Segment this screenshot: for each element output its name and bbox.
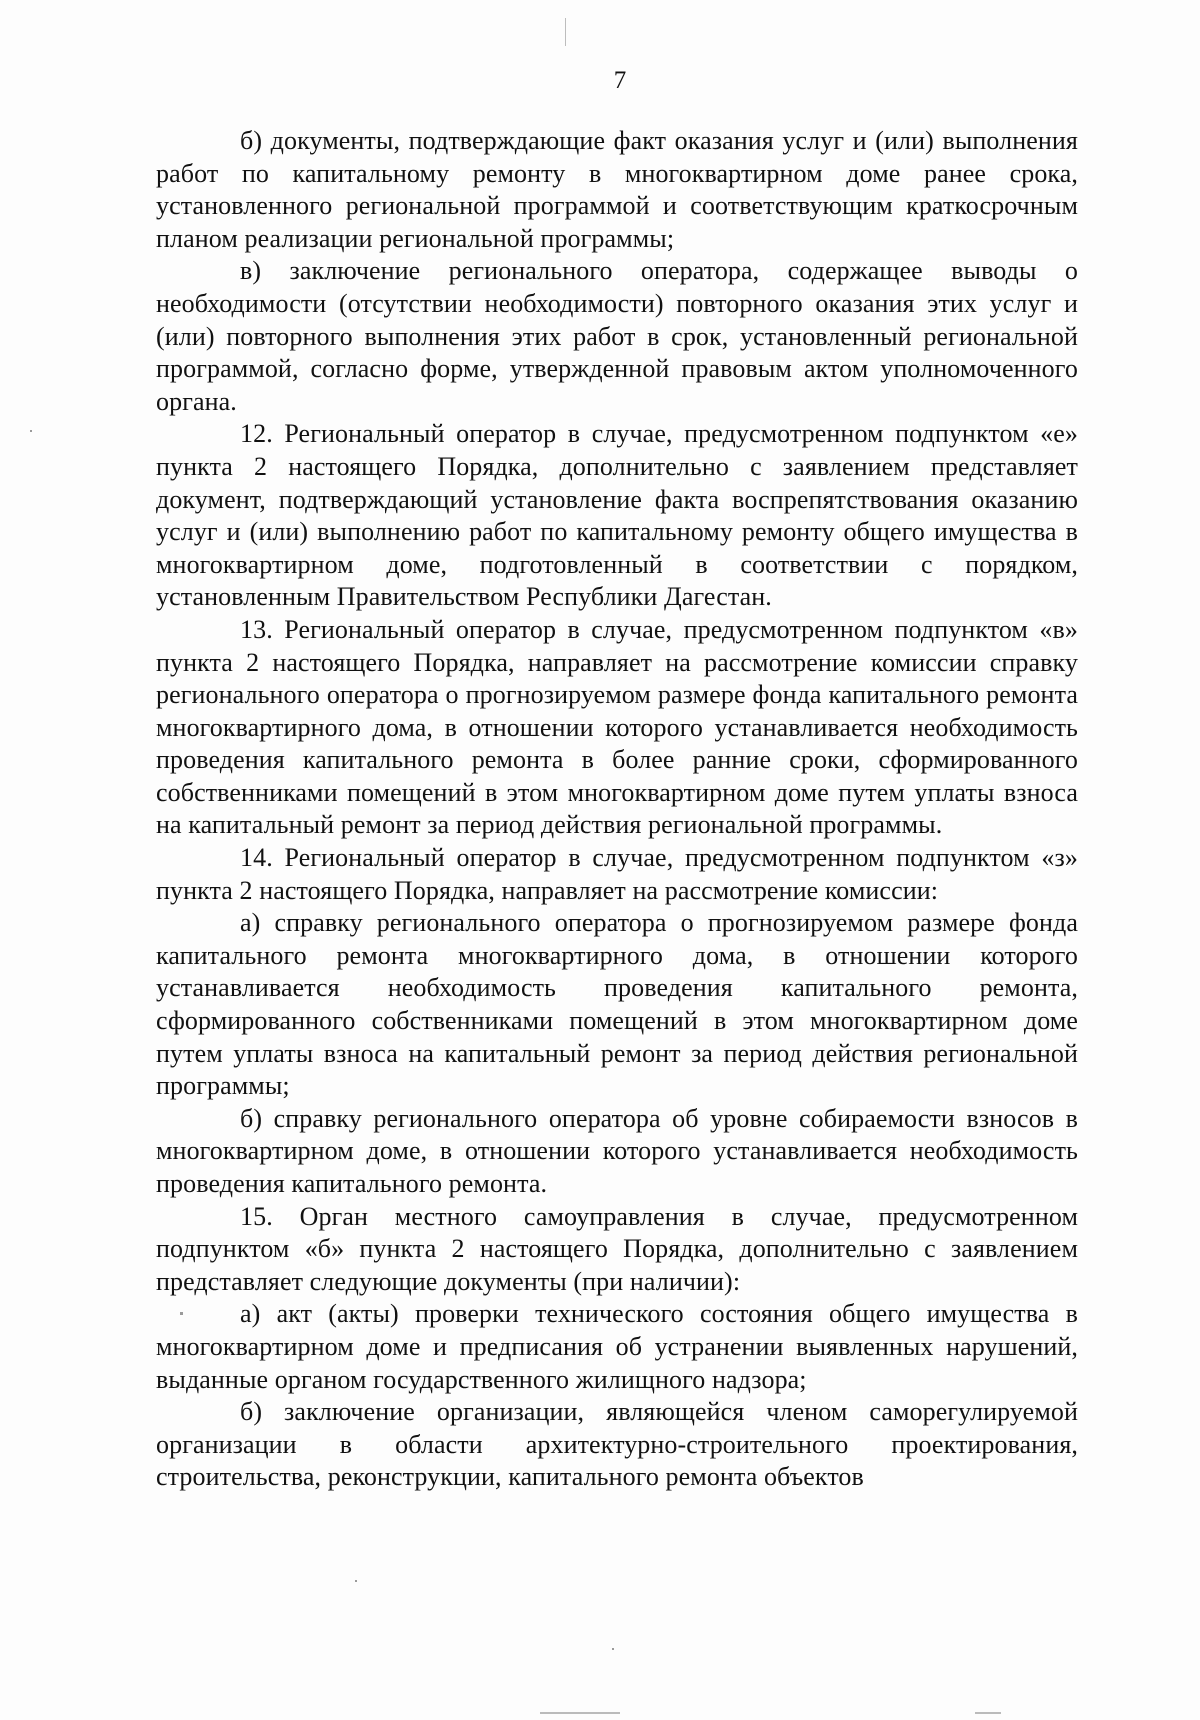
scan-artifact	[30, 430, 32, 432]
scan-artifact	[565, 18, 566, 46]
page-number: 7	[613, 67, 627, 94]
paragraph-15-a: а) акт (акты) проверки технического состояния общего имущества в многоквартирном доме и предписания об устранении выявленных нарушений, выданные органом государственного жилищного надзора;	[156, 1299, 1078, 1394]
paragraph-14-b: б) справку регионального оператора об уровне собираемости взносов в многоквартирном доме, в отношении которого устанавливается необходимость проведения капитального ремонта.	[156, 1103, 1078, 1198]
paragraph-14-a: а) справку регионального оператора о прогнозируемом размере фонда капитального ремонта многоквартирного дома, в отношении которого устанавливается необходимость проведения капитального ремонта, сформированного собственниками помещений в этом многоквартирном доме путем уплаты взноса на капитальный ремонт за период действия региональной программы;	[156, 908, 1078, 1101]
document-body	[156, 125, 1078, 1494]
paragraph-15-b: б) заключение организации, являющейся членом саморегулируемой организации в области архитектурно-строительного проектирования, строительства, реконструкции, капитального ремонта объектов	[156, 1397, 1078, 1492]
scan-artifact	[612, 1648, 614, 1650]
paragraph-v-conclusion: в) заключение регионального оператора, содержащее выводы о необходимости (отсутствии необходимости) повторного оказания этих услуг и (или) повторного выполнения этих работ в срок, установленный региональной программой, согласно форме, утвержденной правовым актом уполномоченного органа.	[156, 256, 1078, 416]
paragraph-12: 12. Региональный оператор в случае, предусмотренном подпунктом «е» пункта 2 настоящего Порядка, дополнительно с заявлением представляет документ, подтверждающий установление факта воспрепятствования оказанию услуг и (или) выполнению работ по капитальному ремонту общего имущества в многоквартирном доме, подготовленный в соответствии с порядком, установленным Правительством Республики Дагестан.	[156, 419, 1078, 612]
paragraph-b-documents: б) документы, подтверждающие факт оказания услуг и (или) выполнения работ по капитальному ремонту в многоквартирном доме ранее срока, установленного региональной программой и соответствующим краткосрочным планом реализации региональной программы;	[156, 126, 1078, 253]
scan-artifact	[975, 1712, 1001, 1714]
paragraph-15: 15. Орган местного самоуправления в случае, предусмотренном подпунктом «б» пункта 2 настоящего Порядка, дополнительно с заявлением представляет следующие документы (при наличии):	[156, 1201, 1078, 1296]
scan-artifact	[540, 1712, 620, 1714]
paragraph-14: 14. Региональный оператор в случае, предусмотренном подпунктом «з» пункта 2 настоящего Порядка, направляет на рассмотрение комиссии:	[156, 843, 1078, 905]
scan-artifact	[355, 1580, 357, 1582]
paragraph-13: 13. Региональный оператор в случае, предусмотренном подпунктом «в» пункта 2 настоящего Порядка, направляет на рассмотрение комиссии справку регионального оператора о прогнозируемом размере фонда капитального ремонта многоквартирного дома, в отношении которого устанавливается необходимость проведения капитального ремонта в более ранние сроки, сформированного собственниками помещений в этом многоквартирном доме путем уплаты взноса на капитальный ремонт за период действия региональной программы.	[156, 614, 1078, 840]
